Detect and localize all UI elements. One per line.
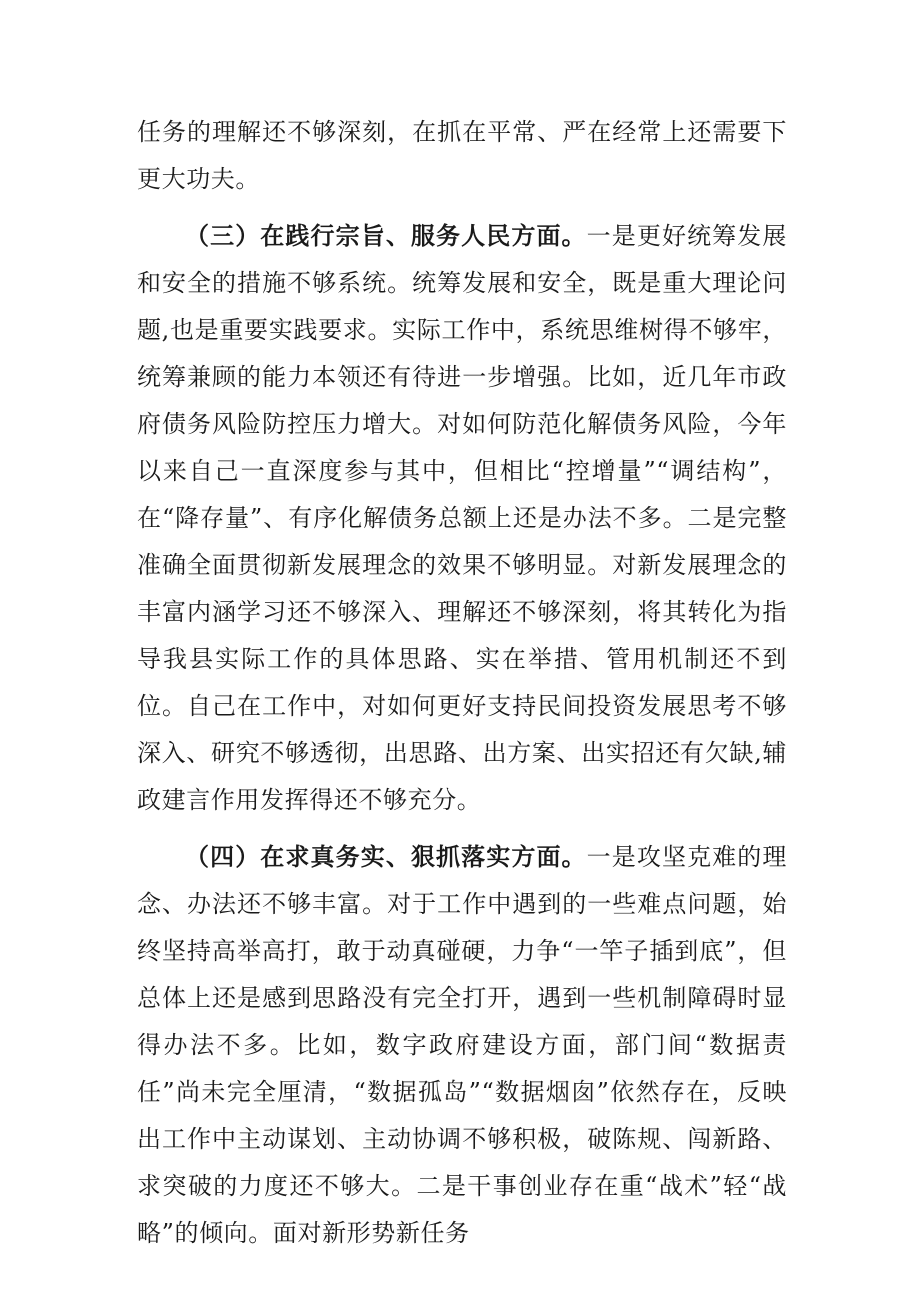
section-heading-3: （三）在践行宗旨、服务人民方面。 <box>185 222 587 250</box>
document-body <box>137 109 787 1257</box>
paragraph-text: 一是攻坚克难的理念、办法还不够丰富。对于工作中遇到的一些难点问题，始终坚持高举高打，敢于动真碰硬，力争“一竿子插到底”，但总体上还是感到思路没有完全打开，遇到一些机制障碍时显得办法不多。比如，数字政府建设方面，部门间“数据责任”尚未完全厘清，“数据孤岛”“数据烟囱”依然存在，反映出工作中主动谋划、主动协调不够积极，破陈规、闯新路、求突破的力度还不够大。二是干事创业存在重“战术”轻“战略”的倾向。面对新形势新任务 <box>137 843 787 1247</box>
paragraph-continuation <box>137 109 787 203</box>
paragraph-text: 任务的理解还不够深刻，在抓在平常、严在经常上还需要下更大功夫。 <box>137 118 787 193</box>
section-heading-4: （四）在求真务实、狠抓落实方面。 <box>185 843 587 871</box>
paragraph-section-3 <box>137 213 787 824</box>
paragraph-text: 一是更好统筹发展和安全的措施不够系统。统筹发展和安全，既是重大理论问题,也是重要实践要求。实际工作中，系统思维树得不够牢，统筹兼顾的能力本领还有待进一步增强。比如，近几年市政府债务风险防控压力增大。对如何防范化解债务风险，今年以来自己一直深度参与其中，但相比“控增量”“调结构”，在“降存量”、有序化解债务总额上还是办法不多。二是完整准确全面贯彻新发展理念的效果不够明显。对新发展理念的丰富内涵学习还不够深入、理解还不够深刻，将其转化为指导我县实际工作的具体思路、实在举措、管用机制还不到位。自己在工作中，对如何更好支持民间投资发展思考不够深入、研究不够透彻，出思路、出方案、出实招还有欠缺,辅政建言作用发挥得还不够充分。 <box>137 222 787 814</box>
paragraph-section-4 <box>137 834 787 1257</box>
